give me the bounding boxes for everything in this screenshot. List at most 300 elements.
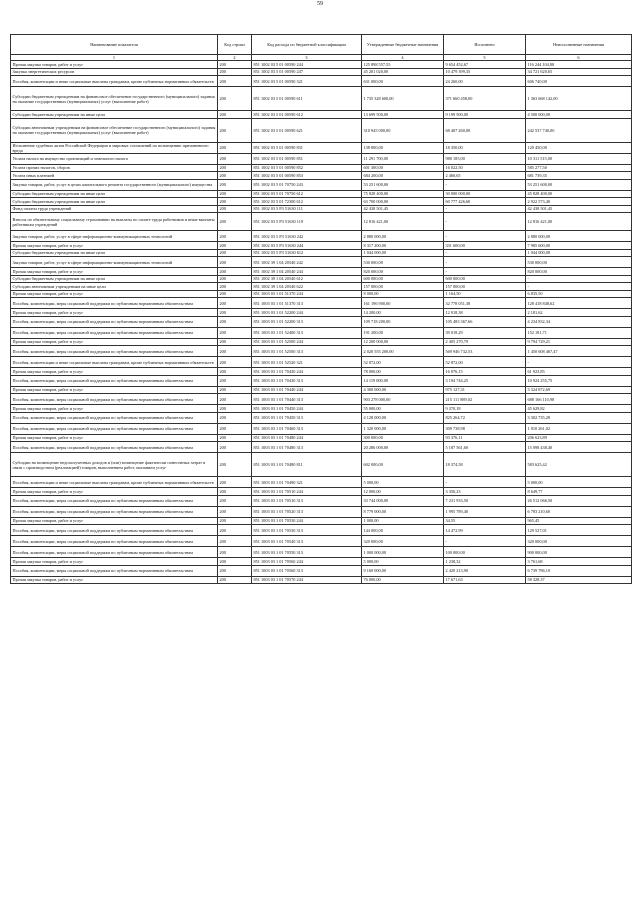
- cell-unexecuted: 965,45: [526, 517, 632, 525]
- cell-approved: 76 000,00: [362, 576, 444, 584]
- cell-approved: 11 291 700,00: [362, 153, 444, 164]
- cell-approved: 2 020 555 200,00: [362, 346, 444, 357]
- cell-line-code: 200: [218, 357, 252, 368]
- cell-name: Субсидии бюджетным учреждениям на иные цели: [11, 275, 218, 283]
- cell-classification-code: 851 1002 03 5 01 00590 621: [252, 118, 362, 142]
- cell-classification-code: 851 1003 03 1 01 52400 313: [252, 327, 362, 338]
- cell-unexecuted: 128 418 848,62: [526, 298, 632, 309]
- cell-approved: 300 000,00: [362, 434, 444, 442]
- cell-executed: 12 018,38: [444, 309, 526, 317]
- cell-unexecuted: 900 000,00: [526, 547, 632, 558]
- cell-name: Фонд оплаты труда учреждений: [11, 205, 218, 213]
- cell-name: Субсидии бюджетным учреждениям на иные цели: [11, 190, 218, 198]
- table-row: [11, 231, 632, 242]
- table-row: [11, 506, 632, 517]
- cell-line-code: 200: [218, 179, 252, 190]
- cell-line-code: 200: [218, 525, 252, 536]
- cell-name: Пособия, компенсации, меры социальной поддержки по публичным нормативным обязательствам: [11, 423, 218, 434]
- cell-classification-code: 851 1002 03 5 01 00590 247: [252, 68, 362, 76]
- cell-line-code: 200: [218, 205, 252, 213]
- cell-line-code: 200: [218, 231, 252, 242]
- header-executed: Исполнено: [444, 35, 526, 55]
- cell-classification-code: 851 1003 03 1 01 70440 244: [252, 386, 362, 394]
- table-row: [11, 488, 632, 496]
- cell-classification-code: 851 1003 03 1 01 70520 313: [252, 506, 362, 517]
- cell-executed: 2 460,65: [444, 172, 526, 180]
- page-number: 59: [317, 1, 323, 7]
- table-row: [11, 118, 632, 142]
- cell-classification-code: 851 1002 03 5 01 00590 853: [252, 172, 362, 180]
- cell-name: Пособия, компенсации, меры социальной поддержки по публичным нормативным обязательствам: [11, 442, 218, 453]
- cell-line-code: 200: [218, 172, 252, 180]
- cell-unexecuted: 15 098 438,40: [526, 442, 632, 453]
- cell-name: Пособия, компенсации, меры социальной поддержки по публичным нормативным обязательствам: [11, 536, 218, 547]
- cell-line-code: 200: [218, 61, 252, 69]
- cell-name: Прочая закупка товаров, работ и услуг: [11, 488, 218, 496]
- cell-executed: 1 238,32: [444, 558, 526, 566]
- cell-approved: 5 000,00: [362, 477, 444, 488]
- cell-approved: 53 251 600,00: [362, 179, 444, 190]
- cell-approved: 1 000 000,00: [362, 547, 444, 558]
- cell-name: Субсидии автономным учреждениям на финансовое обеспечение государственного (муниципального) задания на оказание государственных (муниципальных) услуг (выполнение работ): [11, 118, 218, 142]
- cell-classification-code: 851 1003 03 1 01 70570 244: [252, 576, 362, 584]
- cell-executed: 825 264,72: [444, 412, 526, 423]
- table-row: [11, 517, 632, 525]
- cell-line-code: 200: [218, 368, 252, 376]
- table-row: [11, 249, 632, 257]
- cell-approved: 1 044 000,00: [362, 249, 444, 257]
- cell-line-code: 200: [218, 316, 252, 327]
- table-row: [11, 536, 632, 547]
- cell-line-code: 200: [218, 558, 252, 566]
- cell-classification-code: 851 1003 03 1 01 70560 244: [252, 558, 362, 566]
- cell-classification-code: 851 1002 03 5 01 00590 244: [252, 61, 362, 69]
- cell-line-code: 200: [218, 412, 252, 423]
- cell-executed: 24 260,00: [444, 76, 526, 87]
- cell-approved: 310 945 000,00: [362, 118, 444, 142]
- cell-unexecuted: 6 835,50: [526, 290, 632, 298]
- cell-executed: 39 018,29: [444, 327, 526, 338]
- table-header: [11, 35, 632, 61]
- cell-line-code: 200: [218, 268, 252, 276]
- cell-unexecuted: 1 363 668 142,00: [526, 87, 632, 111]
- cell-line-code: 200: [218, 488, 252, 496]
- cell-name: Пособия, компенсации, меры социальной поддержки по публичным нормативным обязательствам: [11, 525, 218, 536]
- cell-unexecuted: 34 721 620,65: [526, 68, 632, 76]
- cell-unexecuted: 8 649,77: [526, 488, 632, 496]
- cell-name: Прочая закупка товаров, работ и услуг: [11, 386, 218, 394]
- table-row: [11, 434, 632, 442]
- cell-executed: -: [444, 213, 526, 231]
- cell-name: Пособия, компенсации, меры социальной поддержки по публичным нормативным обязательствам: [11, 298, 218, 309]
- header-name: Наименование показателя: [11, 35, 218, 55]
- cell-line-code: 200: [218, 257, 252, 268]
- cell-classification-code: 851 1003 03 1 01 51370 244: [252, 290, 362, 298]
- cell-line-code: 200: [218, 190, 252, 198]
- cell-executed: 30 000 000,00: [444, 190, 526, 198]
- cell-unexecuted: -: [526, 283, 632, 291]
- cell-name: Субсидии бюджетным учреждениям на финансовое обеспечение государственного (муниципального) задания на оказание государственных (муниципальных) услуг (выполнение работ): [11, 87, 218, 111]
- header-unexecuted: Неисполненные назначения: [526, 35, 632, 55]
- cell-line-code: 200: [218, 164, 252, 172]
- cell-classification-code: 851 1002 39 1 04 20540 242: [252, 257, 362, 268]
- cell-unexecuted: 45 828 400,00: [526, 190, 632, 198]
- cell-approved: 600 000,00: [362, 275, 444, 283]
- column-number: 6: [526, 55, 632, 61]
- cell-name: Пособия, компенсации и иные социальные выплаты гражданам, кроме публичных нормативных обязательств: [11, 357, 218, 368]
- cell-unexecuted: 129 527,01: [526, 525, 632, 536]
- cell-name: Прочая закупка товаров, работ и услуг: [11, 434, 218, 442]
- cell-approved: 14 119 000,00: [362, 375, 444, 386]
- table-row: [11, 309, 632, 317]
- cell-unexecuted: 1 450 608 467,47: [526, 346, 632, 357]
- cell-name: Прочая закупка товаров, работ и услуг: [11, 405, 218, 413]
- cell-executed: 32 778 051,38: [444, 298, 526, 309]
- table-row: [11, 283, 632, 291]
- table-row: [11, 298, 632, 309]
- cell-line-code: 200: [218, 198, 252, 206]
- cell-executed: 2 420 213,90: [444, 565, 526, 576]
- table-row: [11, 205, 632, 213]
- table-row: [11, 386, 632, 394]
- table-row: [11, 76, 632, 87]
- cell-classification-code: 851 1003 03 1 01 70430 313: [252, 375, 362, 386]
- cell-line-code: 200: [218, 477, 252, 488]
- table-row: [11, 164, 632, 172]
- cell-unexecuted: 3 324 872,69: [526, 386, 632, 394]
- table-row: [11, 153, 632, 164]
- cell-approved: 1 000,00: [362, 517, 444, 525]
- cell-executed: -: [444, 179, 526, 190]
- cell-unexecuted: 9 794 729,21: [526, 338, 632, 346]
- cell-unexecuted: 530 000,00: [526, 257, 632, 268]
- cell-executed: 18 374,58: [444, 453, 526, 477]
- table-row: [11, 327, 632, 338]
- table-row: [11, 179, 632, 190]
- table-row: [11, 338, 632, 346]
- cell-line-code: 200: [218, 423, 252, 434]
- cell-unexecuted: 1 044 000,00: [526, 249, 632, 257]
- cell-name: Прочая закупка товаров, работ и услуг: [11, 268, 218, 276]
- cell-executed: 1 164,50: [444, 290, 526, 298]
- cell-unexecuted: 320 000,00: [526, 536, 632, 547]
- cell-approved: 602 000,00: [362, 453, 444, 477]
- cell-line-code: 200: [218, 394, 252, 405]
- cell-line-code: 200: [218, 517, 252, 525]
- cell-name: Пособия, компенсации, меры социальной поддержки по публичным нормативным обязательствам: [11, 412, 218, 423]
- cell-executed: 100 000,00: [444, 547, 526, 558]
- cell-approved: 1 320 000,00: [362, 423, 444, 434]
- cell-name: Закупка товаров, работ, услуг в сфере информационно-коммуникационных технологий: [11, 231, 218, 242]
- cell-unexecuted: 42 438 501,45: [526, 205, 632, 213]
- table-row: [11, 257, 632, 268]
- cell-line-code: 200: [218, 506, 252, 517]
- cell-unexecuted: 45 629,82: [526, 405, 632, 413]
- cell-unexecuted: 2 880 000,00: [526, 231, 632, 242]
- cell-executed: 9 370,18: [444, 405, 526, 413]
- cell-executed: 68 407 260,00: [444, 118, 526, 142]
- table-row: [11, 357, 632, 368]
- cell-name: Взносы по обязательному социальному страхованию на выплаты по оплате труда работников и иные выплаты работникам учреждений: [11, 213, 218, 231]
- cell-unexecuted: -: [526, 275, 632, 283]
- cell-name: Пособия, компенсации, меры социальной поддержки по публичным нормативным обязательствам: [11, 547, 218, 558]
- cell-name: Субсидии на возмещение недополученных доходов и (или) возмещение фактически понесенных затрат в связи с производством (реализацией) товаров, выполнением работ, оказанием услуг: [11, 453, 218, 477]
- cell-approved: 78 000,00: [362, 368, 444, 376]
- cell-approved: 631 000,00: [362, 76, 444, 87]
- table-row: [11, 268, 632, 276]
- cell-line-code: 200: [218, 298, 252, 309]
- cell-classification-code: 851 1003 03 1 01 52200 313: [252, 316, 362, 327]
- cell-unexecuted: 7 985 600,00: [526, 242, 632, 250]
- cell-executed: 3 350,23: [444, 488, 526, 496]
- cell-name: Прочая закупка товаров, работ и услуг: [11, 558, 218, 566]
- cell-classification-code: 851 1002 03 5 P3 51630 119: [252, 213, 362, 231]
- cell-approved: 14 200,00: [362, 309, 444, 317]
- cell-executed: 2 405 270,79: [444, 338, 526, 346]
- cell-unexecuted: -: [526, 357, 632, 368]
- cell-name: Прочая закупка товаров, работ и услуг: [11, 61, 218, 69]
- cell-classification-code: 851 1003 03 1 01 70430 244: [252, 368, 362, 376]
- cell-unexecuted: 152 181,71: [526, 327, 632, 338]
- cell-unexecuted: 10 311 515,00: [526, 153, 632, 164]
- cell-executed: 600 000,00: [444, 275, 526, 283]
- cell-unexecuted: 26 512 066,50: [526, 495, 632, 506]
- cell-classification-code: 851 1003 03 1 01 70510 244: [252, 488, 362, 496]
- cell-classification-code: 851 1002 03 5 P3 51630 612: [252, 249, 362, 257]
- cell-executed: -: [444, 477, 526, 488]
- cell-approved: 530 000,00: [362, 257, 444, 268]
- cell-executed: -: [444, 249, 526, 257]
- cell-unexecuted: 2 922 573,40: [526, 198, 632, 206]
- table-row: [11, 525, 632, 536]
- cell-line-code: 200: [218, 283, 252, 291]
- table-row: [11, 290, 632, 298]
- cell-unexecuted: 6 739 786,10: [526, 565, 632, 576]
- cell-executed: 5 187 561,60: [444, 442, 526, 453]
- table-row: [11, 375, 632, 386]
- budget-table: [10, 34, 632, 584]
- cell-unexecuted: 10 924 255,75: [526, 375, 632, 386]
- cell-unexecuted: 6 783 210,60: [526, 506, 632, 517]
- cell-unexecuted: 120 450,00: [526, 142, 632, 153]
- cell-classification-code: 851 1003 03 1 01 52200 244: [252, 309, 362, 317]
- cell-name: Пособия, компенсации, меры социальной поддержки по публичным нормативным обязательствам: [11, 394, 218, 405]
- table-row: [11, 242, 632, 250]
- table-row: [11, 172, 632, 180]
- cell-classification-code: 851 1003 03 1 01 70450 313: [252, 412, 362, 423]
- cell-name: Прочая закупка товаров, работ и услуг: [11, 517, 218, 525]
- cell-unexecuted: 3 761,68: [526, 558, 632, 566]
- cell-classification-code: 851 1002 39 1 04 20540 612: [252, 275, 362, 283]
- cell-classification-code: 851 1002 03 5 P3 51630 111: [252, 205, 362, 213]
- cell-name: Закупка энергетических ресурсов: [11, 68, 218, 76]
- cell-unexecuted: 116 244 104,88: [526, 61, 632, 69]
- cell-executed: 980 185,00: [444, 153, 526, 164]
- cell-executed: -: [444, 257, 526, 268]
- table-row: [11, 477, 632, 488]
- cell-name: Закупка товаров, работ, услуг в сфере информационно-коммуникационных технологий: [11, 257, 218, 268]
- table-row: [11, 547, 632, 558]
- cell-classification-code: 851 1003 03 1 01 51370 313: [252, 298, 362, 309]
- cell-classification-code: 851 1003 03 1 01 70480 811: [252, 453, 362, 477]
- cell-line-code: 200: [218, 87, 252, 111]
- cell-classification-code: 851 1003 03 1 01 70490 321: [252, 477, 362, 488]
- cell-classification-code: 851 1002 03 5 P3 51630 242: [252, 231, 362, 242]
- cell-executed: 60 777 426,60: [444, 198, 526, 206]
- cell-name: Пособия, компенсации, меры социальной поддержки по публичным нормативным обязательствам: [11, 346, 218, 357]
- cell-line-code: 200: [218, 111, 252, 119]
- table-row: [11, 442, 632, 453]
- cell-executed: 105 483 367,66: [444, 316, 526, 327]
- cell-unexecuted: 4 234 832,34: [526, 316, 632, 327]
- cell-name: Пособия, компенсации и иные социальные выплаты гражданам, кроме публичных нормативных обязательств: [11, 477, 218, 488]
- cell-line-code: 200: [218, 434, 252, 442]
- cell-executed: 371 660 458,00: [444, 87, 526, 111]
- cell-name: Уплата иных платежей: [11, 172, 218, 180]
- cell-approved: 601 300,00: [362, 164, 444, 172]
- cell-name: Прочая закупка товаров, работ и услуг: [11, 290, 218, 298]
- cell-line-code: 200: [218, 565, 252, 576]
- cell-classification-code: 851 1002 03 5 01 72300 612: [252, 198, 362, 206]
- cell-classification-code: 851 1003 03 1 01 70530 244: [252, 517, 362, 525]
- cell-line-code: 200: [218, 249, 252, 257]
- cell-executed: 975 127,31: [444, 386, 526, 394]
- cell-name: Прочая закупка товаров, работ и услуг: [11, 309, 218, 317]
- table-row: [11, 412, 632, 423]
- table-row: [11, 576, 632, 584]
- cell-line-code: 200: [218, 76, 252, 87]
- table-body: [11, 61, 632, 584]
- cell-unexecuted: 688 166 110,98: [526, 394, 632, 405]
- cell-approved: 4 128 000,00: [362, 412, 444, 423]
- cell-executed: 10 479 399,35: [444, 68, 526, 76]
- cell-executed: -: [444, 231, 526, 242]
- cell-line-code: 200: [218, 68, 252, 76]
- table-row: [11, 275, 632, 283]
- cell-line-code: 200: [218, 309, 252, 317]
- column-number: 4: [362, 55, 444, 61]
- cell-line-code: 200: [218, 375, 252, 386]
- cell-line-code: 200: [218, 547, 252, 558]
- cell-unexecuted: 4 500 000,00: [526, 111, 632, 119]
- cell-approved: 12 816 421,00: [362, 213, 444, 231]
- table-row: [11, 198, 632, 206]
- cell-line-code: 200: [218, 242, 252, 250]
- cell-executed: 16 022,50: [444, 164, 526, 172]
- header-line-code: Код строки: [218, 35, 252, 55]
- cell-unexecuted: 3 302 735,28: [526, 412, 632, 423]
- cell-executed: 52 872,00: [444, 357, 526, 368]
- cell-name: Уплата прочих налогов, сборов: [11, 164, 218, 172]
- cell-executed: 331 600,00: [444, 242, 526, 250]
- cell-unexecuted: 606 740,00: [526, 76, 632, 87]
- table-row: [11, 316, 632, 327]
- cell-executed: 16 076,15: [444, 368, 526, 376]
- column-number: 2: [218, 55, 252, 61]
- table-row: [11, 87, 632, 111]
- cell-line-code: 200: [218, 405, 252, 413]
- cell-approved: 109 718 200,00: [362, 316, 444, 327]
- cell-classification-code: 851 1003 03 1 01 70460 313: [252, 423, 362, 434]
- cell-executed: 17 671,63: [444, 576, 526, 584]
- cell-executed: 309 738,98: [444, 423, 526, 434]
- cell-name: Субсидии бюджетным учреждениям на иные цели: [11, 249, 218, 257]
- cell-approved: 8 779 000,00: [362, 506, 444, 517]
- cell-approved: 45 201 020,00: [362, 68, 444, 76]
- cell-unexecuted: 1 010 261,02: [526, 423, 632, 434]
- cell-approved: 5 000,00: [362, 558, 444, 566]
- cell-executed: 157 000,00: [444, 283, 526, 291]
- cell-approved: 125 898 557,55: [362, 61, 444, 69]
- cell-unexecuted: 2 181,62: [526, 309, 632, 317]
- cell-approved: 8 317 200,00: [362, 242, 444, 250]
- cell-line-code: 200: [218, 495, 252, 506]
- cell-classification-code: 851 1002 39 1 04 20540 244: [252, 268, 362, 276]
- cell-executed: 93 376,11: [444, 434, 526, 442]
- cell-classification-code: 851 1002 03 5 01 00590 612: [252, 111, 362, 119]
- cell-approved: 52 872,00: [362, 357, 444, 368]
- cell-approved: 42 438 501,45: [362, 205, 444, 213]
- cell-line-code: 200: [218, 118, 252, 142]
- table-row: [11, 495, 632, 506]
- table-row: [11, 142, 632, 153]
- cell-approved: 1 735 328 600,00: [362, 87, 444, 111]
- cell-classification-code: 851 1002 03 5 01 00590 831: [252, 142, 362, 153]
- header-classification-code: Код расхода по бюджетной классификации: [252, 35, 362, 55]
- cell-unexecuted: 5 000,00: [526, 477, 632, 488]
- cell-classification-code: 851 1002 39 1 04 20540 622: [252, 283, 362, 291]
- cell-name: Исполнение судебных актов Российской Федерации и мировых соглашений по возмещению причиненного вреда: [11, 142, 218, 153]
- cell-approved: 9 160 000,00: [362, 565, 444, 576]
- cell-name: Прочая закупка товаров, работ и услуг: [11, 576, 218, 584]
- table-row: [11, 368, 632, 376]
- cell-name: Пособия, компенсации, меры социальной поддержки по публичным нормативным обязательствам: [11, 316, 218, 327]
- cell-line-code: 200: [218, 153, 252, 164]
- cell-line-code: 200: [218, 386, 252, 394]
- cell-line-code: 200: [218, 327, 252, 338]
- cell-approved: 4 300 000,00: [362, 386, 444, 394]
- cell-executed: -: [444, 268, 526, 276]
- cell-approved: 55 000,00: [362, 405, 444, 413]
- cell-executed: 215 111 889,02: [444, 394, 526, 405]
- cell-approved: 320 000,00: [362, 536, 444, 547]
- cell-line-code: 200: [218, 213, 252, 231]
- cell-approved: 684 200,00: [362, 172, 444, 180]
- cell-classification-code: 851 1003 03 1 01 70450 244: [252, 405, 362, 413]
- cell-name: Пособия, компенсации и иные социальные выплаты гражданам, кроме публичных нормативных обязательств: [11, 76, 218, 87]
- cell-unexecuted: 61 923,85: [526, 368, 632, 376]
- cell-executed: -: [444, 536, 526, 547]
- cell-classification-code: 851 1002 03 5 01 70750 243: [252, 179, 362, 190]
- cell-line-code: 200: [218, 290, 252, 298]
- cell-executed: 1 995 789,40: [444, 506, 526, 517]
- cell-name: Пособия, компенсации, меры социальной поддержки по публичным нормативным обязательствам: [11, 495, 218, 506]
- cell-executed: 3 194 744,25: [444, 375, 526, 386]
- cell-classification-code: 851 1003 03 1 01 52520 321: [252, 357, 362, 368]
- cell-classification-code: 851 1003 03 1 01 70540 313: [252, 536, 362, 547]
- cell-unexecuted: 206 623,89: [526, 434, 632, 442]
- cell-approved: 33 744 000,00: [362, 495, 444, 506]
- cell-approved: 161 196 900,00: [362, 298, 444, 309]
- cell-approved: 8 000,00: [362, 290, 444, 298]
- cell-unexecuted: 58 328,37: [526, 576, 632, 584]
- cell-unexecuted: 585 277,50: [526, 164, 632, 172]
- cell-name: Субсидии бюджетным учреждениям на иные цели: [11, 111, 218, 119]
- cell-classification-code: 851 1003 03 1 01 70550 313: [252, 547, 362, 558]
- cell-classification-code: 851 1002 03 5 01 00590 852: [252, 164, 362, 172]
- table-row: [11, 111, 632, 119]
- cell-approved: 63 700 000,00: [362, 198, 444, 206]
